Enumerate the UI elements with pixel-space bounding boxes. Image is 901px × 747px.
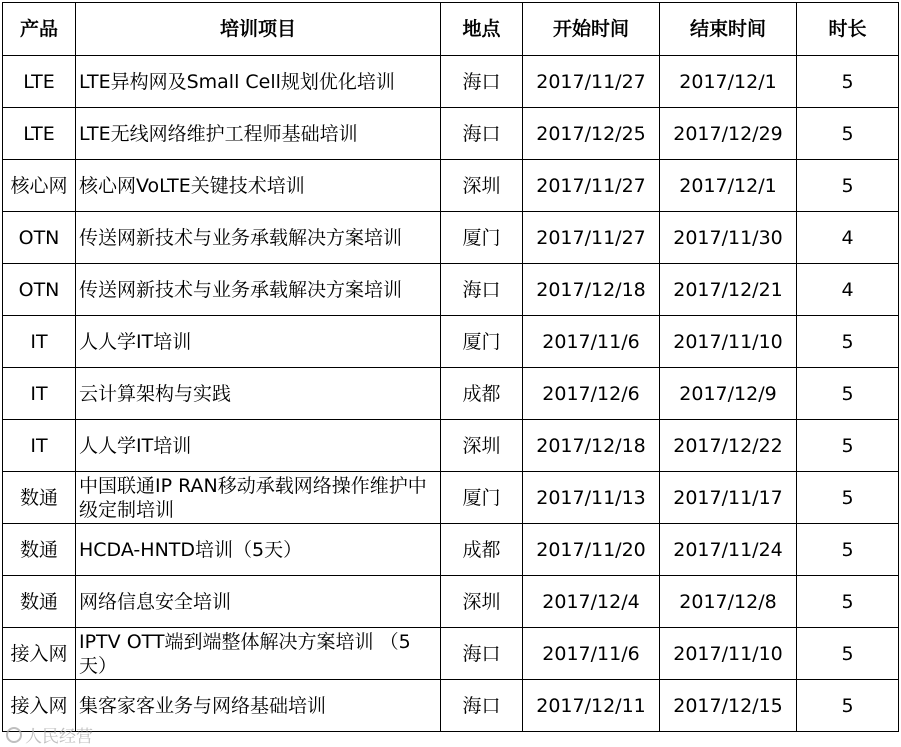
cell-start-time: 2017/12/6: [523, 368, 660, 420]
cell-end-time: 2017/11/10: [660, 316, 797, 368]
cell-project: 人人学IT培训: [76, 316, 441, 368]
training-schedule-table: [2, 2, 899, 732]
header-location: 地点: [441, 3, 523, 56]
cell-start-time: 2017/11/6: [523, 628, 660, 680]
cell-product: 数通: [3, 524, 76, 576]
table-row: [3, 212, 899, 264]
cell-location: 海口: [441, 628, 523, 680]
cell-project: 网络信息安全培训: [76, 576, 441, 628]
cell-product: OTN: [3, 264, 76, 316]
table-row: [3, 264, 899, 316]
cell-project: LTE异构网及Small Cell规划优化培训: [76, 56, 441, 108]
cell-location: 海口: [441, 56, 523, 108]
cell-start-time: 2017/12/4: [523, 576, 660, 628]
cell-start-time: 2017/12/25: [523, 108, 660, 160]
cell-product: IT: [3, 316, 76, 368]
cell-duration: 5: [797, 316, 899, 368]
cell-project: LTE无线网络维护工程师基础培训: [76, 108, 441, 160]
cell-project: 传送网新技术与业务承载解决方案培训: [76, 212, 441, 264]
cell-duration: 5: [797, 368, 899, 420]
cell-project: HCDA-HNTD培训（5天）: [76, 524, 441, 576]
cell-product: 接入网: [3, 628, 76, 680]
cell-end-time: 2017/12/8: [660, 576, 797, 628]
cell-product: 核心网: [3, 160, 76, 212]
table-row: [3, 680, 899, 732]
cell-project: 云计算架构与实践: [76, 368, 441, 420]
cell-end-time: 2017/12/9: [660, 368, 797, 420]
cell-product: 数通: [3, 576, 76, 628]
cell-product: 数通: [3, 472, 76, 524]
cell-location: 海口: [441, 108, 523, 160]
cell-end-time: 2017/12/1: [660, 56, 797, 108]
cell-product: IT: [3, 420, 76, 472]
cell-end-time: 2017/12/29: [660, 108, 797, 160]
cell-end-time: 2017/12/15: [660, 680, 797, 732]
cell-project: 集客家客业务与网络基础培训: [76, 680, 441, 732]
cell-location: 厦门: [441, 212, 523, 264]
header-end-time: 结束时间: [660, 3, 797, 56]
cell-start-time: 2017/11/27: [523, 160, 660, 212]
cell-duration: 4: [797, 264, 899, 316]
table-row: [3, 524, 899, 576]
table-header: [3, 3, 899, 56]
cell-location: 成都: [441, 368, 523, 420]
cell-start-time: 2017/12/11: [523, 680, 660, 732]
cell-location: 成都: [441, 524, 523, 576]
cell-start-time: 2017/11/27: [523, 212, 660, 264]
cell-start-time: 2017/11/20: [523, 524, 660, 576]
cell-location: 厦门: [441, 472, 523, 524]
cell-location: 深圳: [441, 160, 523, 212]
header-start-time: 开始时间: [523, 3, 660, 56]
cell-end-time: 2017/11/24: [660, 524, 797, 576]
cell-location: 深圳: [441, 576, 523, 628]
cell-start-time: 2017/12/18: [523, 264, 660, 316]
table-row: [3, 368, 899, 420]
cell-location: 厦门: [441, 316, 523, 368]
cell-duration: 5: [797, 108, 899, 160]
cell-location: 深圳: [441, 420, 523, 472]
header-row: [3, 3, 899, 56]
cell-end-time: 2017/12/22: [660, 420, 797, 472]
table-row: [3, 420, 899, 472]
watermark-text: 人民经营: [25, 727, 93, 747]
cell-product: IT: [3, 368, 76, 420]
cell-start-time: 2017/12/18: [523, 420, 660, 472]
cell-end-time: 2017/12/21: [660, 264, 797, 316]
cell-duration: 5: [797, 420, 899, 472]
table-row: [3, 472, 899, 524]
cell-project: 传送网新技术与业务承载解决方案培训: [76, 264, 441, 316]
header-project: 培训项目: [76, 3, 441, 56]
table-row: [3, 316, 899, 368]
cell-duration: 5: [797, 160, 899, 212]
cell-project: 核心网VoLTE关键技术培训: [76, 160, 441, 212]
cell-end-time: 2017/12/1: [660, 160, 797, 212]
header-product: 产品: [3, 3, 76, 56]
cell-duration: 5: [797, 472, 899, 524]
table-body: [3, 56, 899, 732]
cell-project: 人人学IT培训: [76, 420, 441, 472]
cell-location: 海口: [441, 680, 523, 732]
table-row: [3, 628, 899, 680]
cell-project: IPTV OTT端到端整体解决方案培训 （5天）: [76, 628, 441, 680]
table-row: [3, 108, 899, 160]
cell-product: LTE: [3, 108, 76, 160]
cell-duration: 5: [797, 628, 899, 680]
cell-duration: 5: [797, 576, 899, 628]
cell-duration: 4: [797, 212, 899, 264]
cell-duration: 5: [797, 524, 899, 576]
cell-start-time: 2017/11/6: [523, 316, 660, 368]
cell-duration: 5: [797, 680, 899, 732]
cell-duration: 5: [797, 56, 899, 108]
table-row: [3, 160, 899, 212]
cell-product: LTE: [3, 56, 76, 108]
cell-end-time: 2017/11/17: [660, 472, 797, 524]
cell-project: 中国联通IP RAN移动承载网络操作维护中级定制培训: [76, 472, 441, 524]
cell-product: 接入网: [3, 680, 76, 732]
cell-end-time: 2017/11/10: [660, 628, 797, 680]
cell-start-time: 2017/11/13: [523, 472, 660, 524]
cell-location: 海口: [441, 264, 523, 316]
cell-product: OTN: [3, 212, 76, 264]
header-duration: 时长: [797, 3, 899, 56]
cell-end-time: 2017/11/30: [660, 212, 797, 264]
cell-start-time: 2017/11/27: [523, 56, 660, 108]
table-row: [3, 576, 899, 628]
table-row: [3, 56, 899, 108]
